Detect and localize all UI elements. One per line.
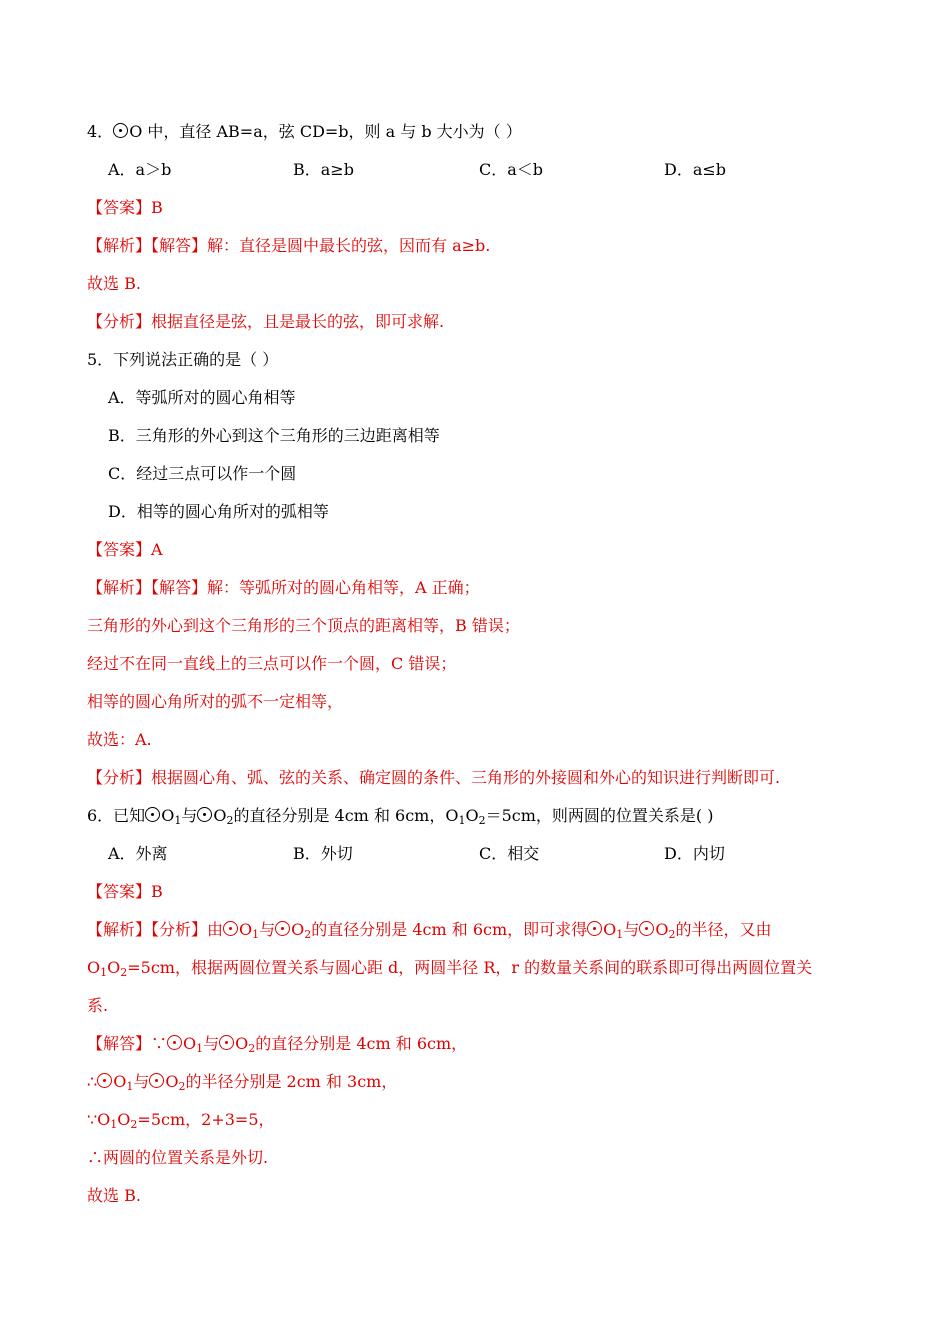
q6-solve-line-1: 【解答】∵ $O_1$与 $O_2$的直径分别是 4cm 和 6cm， (87, 1034, 468, 1055)
circle-dot-icon (639, 921, 654, 936)
q6-solve-line-4: ∴两圆的位置关系是外切. (87, 1148, 269, 1167)
q5-analysis-line: 相等的圆心角所对的弧不一定相等， (87, 692, 344, 711)
q6-option-a: A．外离 (108, 844, 168, 863)
q5-analysis-line: 经过不在同一直线上的三点可以作一个圆，C 错误； (87, 654, 457, 673)
q6-solve-line-2: ∴ $O_1$与 $O_2$的半径分别是 2cm 和 3cm， (87, 1072, 398, 1093)
q5-answer: 【答案】A (87, 540, 163, 559)
circle-dot-icon (219, 1035, 234, 1050)
circle-dot-icon (197, 807, 212, 822)
q5-analysis-line: 三角形的外心到这个三角形的三个顶点的距离相等，B 错误； (87, 616, 520, 635)
q4-fenxi: 【分析】根据直径是弦，且是最长的弦，即可求解. (87, 312, 445, 331)
q6-analysis-line-3: 系. (87, 996, 109, 1015)
q6-solve-line-3: $\because O_1O_2=5cm$，2+3=5， (87, 1110, 275, 1131)
q4-answer: 【答案】B (87, 198, 163, 217)
circle-dot-icon (223, 921, 238, 936)
q4-stem: 4． O 中，直径 AB=a，弦 CD=b，则 a 与 b 大小为（ ） (87, 122, 522, 141)
circle-dot-icon (97, 1073, 112, 1088)
circle-dot-icon (167, 1035, 182, 1050)
q6-option-b: B．外切 (293, 844, 353, 863)
q6-analysis-line-2: $O_1O_2=5cm$，根据两圆位置关系与圆心距 d，两圆半径 R，r 的数量关系间的联系即可得出两圆位置关 (87, 958, 813, 979)
q5-option-c: C．经过三点可以作一个圆 (108, 464, 297, 483)
q4-option-a: A．a＞b (108, 160, 172, 179)
q6-option-d: D．内切 (664, 844, 725, 863)
circle-dot-icon (113, 123, 128, 138)
q5-choose: 故选：A. (87, 730, 152, 749)
q6-stem: 6．已知 $O_1$与 $O_2$的直径分别是 4cm 和 6cm，$O_1O_2=5cm$，则两圆的位置关系是( ) (87, 806, 714, 827)
circle-dot-icon (145, 807, 160, 822)
q4-analysis: 【解析】【解答】解：直径是圆中最长的弦，因而有 a≥b. (87, 236, 491, 255)
circle-dot-icon (149, 1073, 164, 1088)
q4-option-d: D．a≤b (664, 160, 727, 179)
q5-analysis-line: 【解析】【解答】解：等弧所对的圆心角相等，A 正确； (87, 578, 480, 597)
q6-analysis-line-1: 【解析】【分析】由 $O_1$与 $O_2$的直径分别是 4cm 和 6cm，即可求得 $O_1$与 $O_2$的半径，又由 (87, 920, 772, 941)
q5-fenxi: 【分析】根据圆心角、弧、弦的关系、确定圆的条件、三角形的外接圆和外心的知识进行判断即可. (87, 768, 781, 787)
q6-option-c: C．相交 (479, 844, 540, 863)
circle-dot-icon (275, 921, 290, 936)
q5-option-a: A．等弧所对的圆心角相等 (108, 388, 296, 407)
q5-option-d: D．相等的圆心角所对的弧相等 (108, 502, 329, 521)
q4-choose: 故选 B. (87, 274, 141, 293)
circle-dot-icon (587, 921, 602, 936)
q6-answer: 【答案】B (87, 882, 163, 901)
q4-option-b: B．a≥b (293, 160, 354, 179)
q5-option-b: B．三角形的外心到这个三角形的三边距离相等 (108, 426, 440, 445)
q6-choose: 故选 B. (87, 1186, 141, 1205)
q5-stem: 5．下列说法正确的是（ ） (87, 350, 279, 369)
q4-option-c: C．a＜b (479, 160, 544, 179)
